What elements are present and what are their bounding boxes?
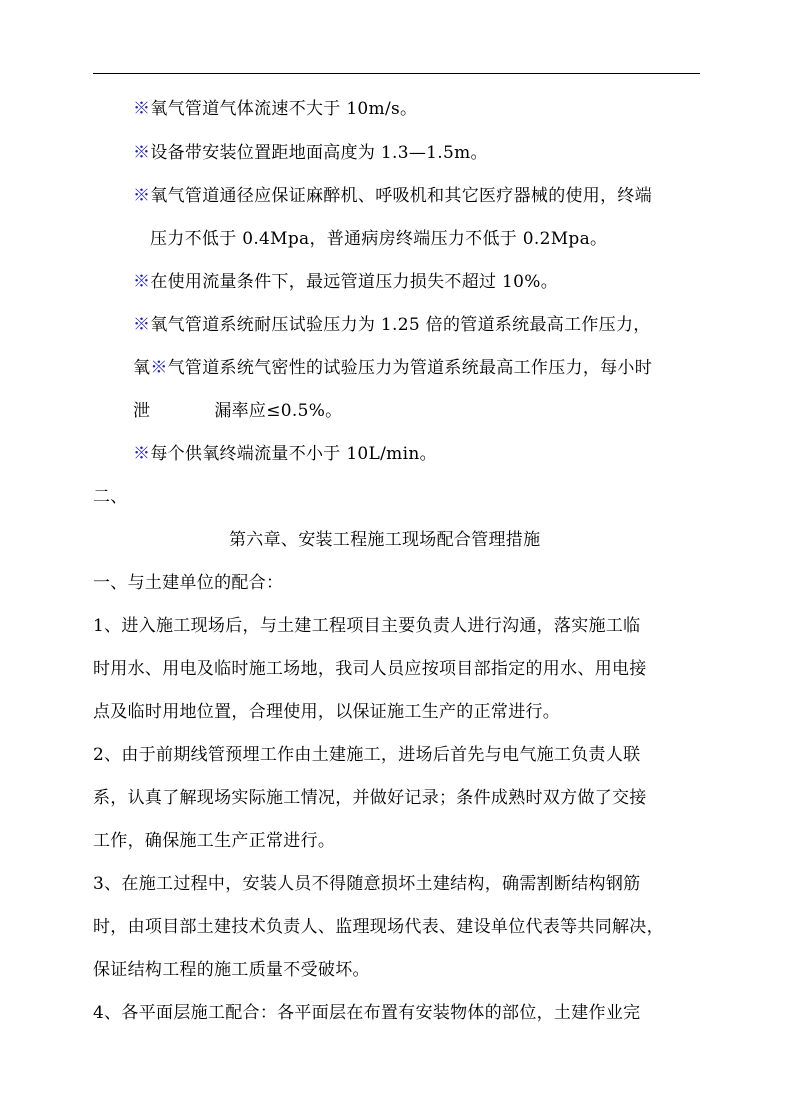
- section-number: 二、: [93, 487, 128, 507]
- paragraph-line: 2、由于前期线管预埋工作由土建施工，进场后首先与电气施工负责人联: [93, 745, 641, 765]
- header-rule: [93, 73, 700, 74]
- paragraph-line: 工作，确保施工生产正常进行。: [93, 831, 336, 851]
- paragraph-line: 点及临时用地位置，合理使用，以保证施工生产的正常进行。: [93, 702, 561, 722]
- airtightness-line: [133, 356, 652, 380]
- bullet-item-terminal-flow: [133, 442, 437, 466]
- sub-heading: 一、与土建单位的配合：: [93, 573, 284, 593]
- leak-rate-text: 漏率应≤0.5%。: [214, 401, 343, 421]
- bullet-item-install-height: [133, 141, 488, 165]
- airtightness-prefix: 氧: [133, 358, 151, 378]
- chapter-title: 第六章、安装工程施工现场配合管理措施: [229, 530, 541, 550]
- airtightness-continuation: [133, 399, 342, 423]
- bullet-text: 氧气管道气体流速不大于 10m/s。: [150, 99, 418, 119]
- paragraph-line: 时，由项目部土建技术负责人、监理现场代表、建设单位代表等共同解决，: [93, 917, 664, 937]
- reference-mark-icon: ※: [133, 99, 151, 119]
- bullet-text: 氧气管道系统耐压试验压力为 1.25 倍的管道系统最高工作压力，: [150, 315, 651, 335]
- bullet-text: 设备带安装位置距地面高度为 1.3—1.5m。: [150, 143, 488, 163]
- reference-mark-icon: ※: [150, 358, 168, 378]
- reference-mark-icon: ※: [133, 143, 151, 163]
- bullet-item-flow-speed: [133, 97, 417, 121]
- paragraph-line: 系，认真了解现场实际施工情况，并做好记录；条件成熟时双方做了交接: [93, 788, 647, 808]
- bullet-item-pipe-diameter: [133, 184, 652, 208]
- bullet-item-pressure-loss: [133, 270, 558, 294]
- reference-mark-icon: ※: [133, 444, 151, 464]
- reference-mark-icon: ※: [133, 272, 151, 292]
- paragraph-line: 3、在施工过程中，安装人员不得随意损坏土建结构，确需割断结构钢筋: [93, 874, 641, 894]
- bullet-text: 在使用流量条件下，最远管道压力损失不超过 10%。: [150, 272, 559, 292]
- paragraph-line: 保证结构工程的施工质量不受破坏。: [93, 960, 370, 980]
- reference-mark-icon: ※: [133, 186, 151, 206]
- leak-char: 泄: [133, 401, 151, 421]
- paragraph-line: 时用水、用电及临时施工场地，我司人员应按项目部指定的用水、用电接: [93, 659, 647, 679]
- reference-mark-icon: ※: [133, 315, 151, 335]
- bullet-text: 每个供氧终端流量不小于 10L/min。: [150, 444, 437, 464]
- airtightness-text: 气管道系统气密性的试验压力为管道系统最高工作压力，每小时: [167, 358, 653, 378]
- bullet-text: 氧气管道通径应保证麻醉机、呼吸机和其它医疗器械的使用，终端: [150, 186, 653, 206]
- bullet-continuation: 压力不低于 0.4Mpa，普通病房终端压力不低于 0.2Mpa。: [150, 229, 608, 249]
- bullet-item-test-pressure: [133, 313, 651, 337]
- paragraph-line: 4、各平面层施工配合：各平面层在布置有安装物体的部位，土建作业完: [93, 1003, 641, 1023]
- paragraph-line: 1、进入施工现场后，与土建工程项目主要负责人进行沟通，落实施工临: [93, 616, 641, 636]
